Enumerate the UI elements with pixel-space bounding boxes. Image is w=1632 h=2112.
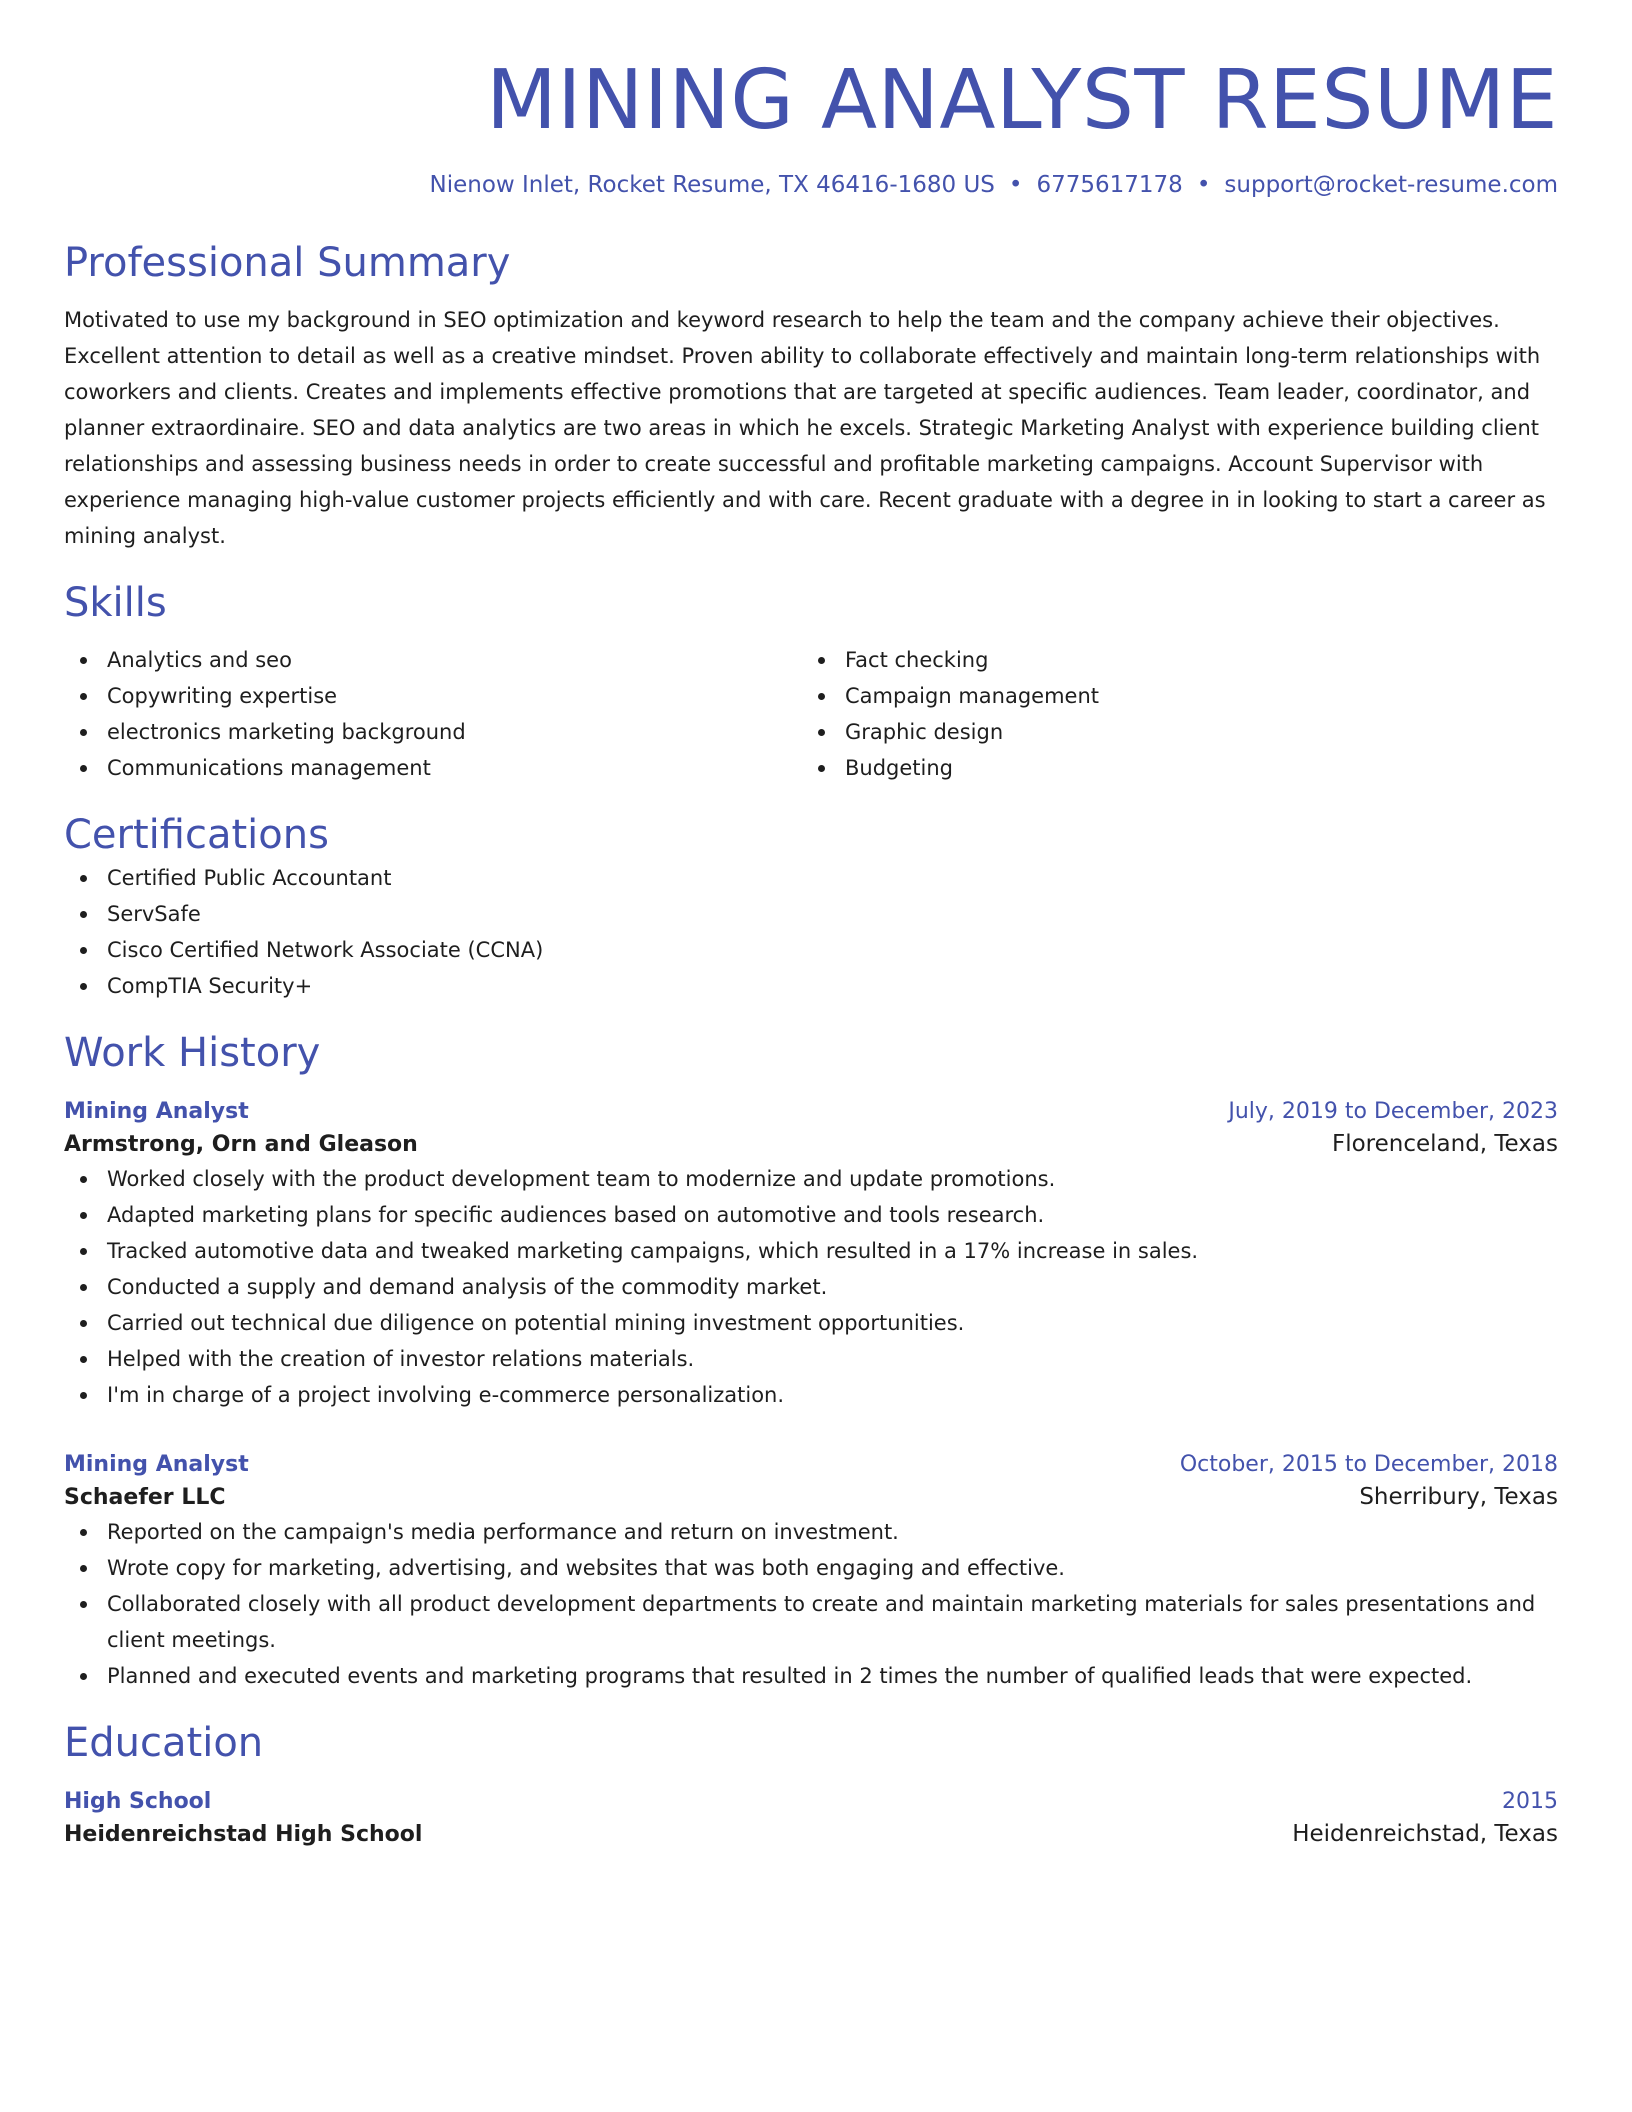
contact-line — [64, 170, 1558, 200]
job-bullets — [64, 1161, 1558, 1413]
job-location: Florenceland, Texas — [1331, 1131, 1558, 1157]
education-year: 2015 — [1502, 1789, 1558, 1814]
contact-address: Nienow Inlet, Rocket Resume, TX 46416-1680 US — [429, 172, 995, 198]
job-bullet: Carried out technical due diligence on potential mining investment opportunities. — [64, 1305, 1558, 1341]
education-entry — [64, 1786, 1558, 1851]
job-entry — [64, 1449, 1558, 1694]
education-school: Heidenreichstad High School — [64, 1822, 423, 1847]
job-bullet: Adapted marketing plans for specific audiences based on automotive and tools research. — [64, 1197, 1558, 1233]
job-bullet: I'm in charge of a project involving e-commerce personalization. — [64, 1377, 1558, 1413]
education-degree: High School — [64, 1789, 212, 1814]
job-company: Armstrong, Orn and Gleason — [64, 1132, 418, 1157]
certifications-list — [64, 860, 1558, 1004]
job-role: Mining Analyst — [64, 1099, 249, 1124]
skills-list — [64, 642, 1558, 786]
job-entry — [64, 1096, 1558, 1413]
job-location: Sherribury, Texas — [1359, 1484, 1558, 1510]
job-bullet: Conducted a supply and demand analysis of the commodity market. — [64, 1269, 1558, 1305]
job-role: Mining Analyst — [64, 1452, 249, 1477]
education-subheader — [64, 1818, 1558, 1851]
skill-item: Campaign management — [802, 678, 1540, 714]
contact-phone: 6775617178 — [1036, 172, 1183, 198]
resume-title: MINING ANALYST RESUME — [486, 53, 1558, 148]
certification-item: Cisco Certified Network Associate (CCNA) — [64, 932, 1558, 968]
skill-item: Copywriting expertise — [64, 678, 802, 714]
contact-separator: • — [1196, 172, 1211, 198]
section-title-skills: Skills — [64, 580, 167, 626]
certification-item: ServSafe — [64, 896, 1558, 932]
section-title-certifications: Certifications — [64, 812, 329, 858]
education-location: Heidenreichstad, Texas — [1292, 1821, 1558, 1847]
job-company: Schaefer LLC — [64, 1485, 226, 1510]
skill-item: Graphic design — [802, 714, 1540, 750]
skills-column-right — [802, 642, 1540, 786]
job-dates: October, 2015 to December, 2018 — [1179, 1452, 1558, 1477]
certification-item: Certified Public Accountant — [64, 860, 1558, 896]
skill-item: Fact checking — [802, 642, 1540, 678]
job-bullet: Wrote copy for marketing, advertising, and websites that was both engaging and effective. — [64, 1550, 1558, 1586]
job-dates: July, 2019 to December, 2023 — [1228, 1099, 1558, 1124]
job-subheader — [64, 1481, 1558, 1514]
job-bullet: Reported on the campaign's media performance and return on investment. — [64, 1514, 1558, 1550]
job-bullet: Worked closely with the product development team to modernize and update promotions. — [64, 1161, 1558, 1197]
section-title-work-history: Work History — [64, 1030, 321, 1076]
job-header — [64, 1096, 1558, 1128]
section-title-summary: Professional Summary — [64, 240, 511, 286]
skill-item: Analytics and seo — [64, 642, 802, 678]
summary-text: Motivated to use my background in SEO optimization and keyword research to help the team and the company achieve their objectives. Excellent attention to detail as well as a creative mindset. Proven ability to collaborate effectively and maintain long-term relationships with coworkers and clients. Creates and implements effective promotions that are targeted at specific audiences. Team leader, coordinator, and planner extraordinaire. SEO and data analytics are two areas in which he excels. Strategic Marketing Analyst with experience building client relationships and assessing business needs in order to create successful and profitable marketing campaigns. Account Supervisor with experience managing high-value customer projects efficiently and with care. Recent graduate with a degree in in looking to start a career as mining analyst. — [64, 308, 1546, 548]
skills-column-left — [64, 642, 802, 786]
education-header — [64, 1786, 1558, 1818]
skill-item: Communications management — [64, 750, 802, 786]
section-title-education: Education — [64, 1720, 264, 1766]
job-bullet: Helped with the creation of investor relations materials. — [64, 1341, 1558, 1377]
job-bullet: Collaborated closely with all product development departments to create and maintain marketing materials for sales presentations and client meetings. — [64, 1586, 1558, 1658]
skill-item: electronics marketing background — [64, 714, 802, 750]
job-subheader — [64, 1128, 1558, 1161]
certification-item: CompTIA Security+ — [64, 968, 1558, 1004]
contact-email: support@rocket-resume.com — [1224, 172, 1558, 198]
job-bullet: Tracked automotive data and tweaked marketing campaigns, which resulted in a 17% increase in sales. — [64, 1233, 1558, 1269]
skill-item: Budgeting — [802, 750, 1540, 786]
job-bullet: Planned and executed events and marketing programs that resulted in 2 times the number of qualified leads that were expected. — [64, 1658, 1558, 1694]
resume-page — [64, 52, 1558, 1851]
job-bullets — [64, 1514, 1558, 1694]
job-header — [64, 1449, 1558, 1481]
contact-separator: • — [1008, 172, 1023, 198]
